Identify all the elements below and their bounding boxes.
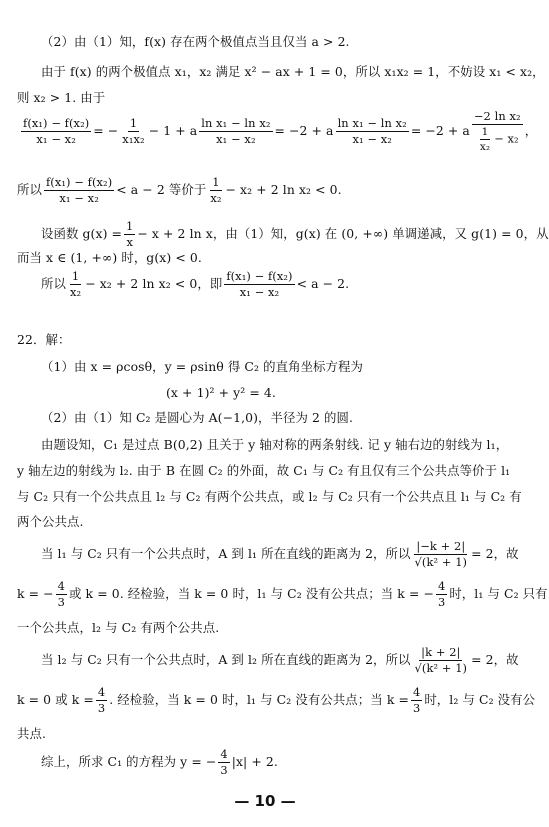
text-line: 一个公共点，l₂ 与 C₂ 有两个公共点.	[17, 620, 220, 635]
fraction	[413, 540, 470, 569]
denominator: x₁ − x₂	[352, 132, 392, 146]
denominator: x₁ − x₂	[59, 191, 99, 205]
numerator: 1	[212, 175, 220, 189]
denominator: x₂	[210, 191, 222, 205]
denominator: 3	[57, 595, 66, 609]
math-text: < a − 2 等价于	[116, 182, 207, 197]
text-line: （2）由（1）知，f(x) 存在两个极值点当且仅当 a > 2.	[41, 34, 350, 49]
numerator: 4	[412, 685, 421, 699]
numerator: |k + 2|	[421, 645, 461, 659]
section-heading: 22．解：	[17, 332, 71, 347]
equation-line	[17, 176, 342, 205]
math-text: k = 0 或 k =	[17, 692, 94, 707]
denominator: √(k² + 1)	[414, 555, 468, 569]
fraction	[96, 686, 107, 715]
denominator: 3	[97, 701, 106, 715]
math-text: − x + 2 ln x，由（1）知，g(x) 在 (0, +∞) 单调递减，又 g(1) = 0，从	[137, 226, 549, 241]
numerator: 4	[97, 685, 106, 699]
equation-line	[17, 686, 535, 715]
math-text: = −2 + a	[274, 123, 334, 138]
numerator: |−k + 2|	[416, 539, 466, 553]
denominator: x	[126, 235, 133, 249]
math-text: . 经检验，当 k = 0 时，l₁ 与 C₂ 没有公共点；当 k =	[109, 692, 409, 707]
equation-line: (x + 1)² + y² = 4.	[166, 385, 276, 400]
page-number: — 10 —	[234, 792, 296, 810]
fraction	[413, 646, 470, 675]
math-text: 所以	[17, 182, 42, 197]
equation-line	[41, 540, 519, 569]
text-line: 由题设知，C₁ 是过点 B(0,2) 且关于 y 轴对称的两条射线. 记 y 轴右边的射线为 l₁，	[41, 437, 509, 452]
denominator: x₂	[69, 285, 82, 299]
math-text: − x₂	[494, 131, 519, 146]
compound-fraction	[472, 110, 523, 153]
numerator: f(x₁) − f(x₂)	[226, 269, 293, 283]
numerator: −2 ln x₂	[473, 109, 521, 123]
math-text: = −2 + a	[410, 123, 470, 138]
math-text: = 2，故	[471, 546, 519, 561]
numerator: 4	[437, 579, 446, 593]
fraction	[436, 580, 447, 609]
denominator: 3	[437, 595, 446, 609]
equation-line	[17, 580, 548, 609]
fraction	[478, 126, 492, 153]
text-line: 与 C₂ 只有一个公共点且 l₂ 与 C₂ 有两个公共点，或 l₂ 与 C₂ 只有一个公共点且 l₁ 与 C₂ 有	[17, 489, 522, 504]
equation-line	[41, 270, 349, 299]
denominator: x₁ − x₂	[36, 132, 76, 146]
fraction	[336, 117, 409, 146]
numerator: 1	[129, 116, 138, 130]
math-text: 综上，所求 C₁ 的方程为 y = −	[41, 754, 217, 769]
math-text: 或 k = 0. 经检验，当 k = 0 时，l₁ 与 C₂ 没有公共点；当 k = −	[69, 586, 434, 601]
fraction	[411, 686, 422, 715]
text-line: 由于 f(x) 的两个极值点 x₁，x₂ 满足 x² − ax + 1 = 0，所以 x₁x₂ = 1，不妨设 x₁ < x₂，	[41, 64, 545, 79]
numerator: f(x₁) − f(x₂)	[23, 116, 90, 130]
numerator: ln x₁ − ln x₂	[201, 116, 271, 130]
text-line: （1）由 x = ρcosθ，y = ρsinθ 得 C₂ 的直角坐标方程为	[41, 359, 364, 374]
fraction	[199, 117, 272, 146]
math-text: ，	[524, 123, 538, 138]
fraction	[120, 117, 146, 146]
math-text: 时，l₂ 与 C₂ 没有公	[424, 692, 536, 707]
math-text: = 2，故	[471, 652, 519, 667]
denominator: 3	[220, 763, 228, 777]
numerator: 1	[481, 126, 489, 138]
numerator: ln x₁ − ln x₂	[337, 116, 407, 130]
fraction	[208, 176, 223, 205]
equation-line	[41, 646, 519, 675]
numerator: 4	[57, 579, 66, 593]
denominator: x₁ − x₂	[216, 132, 256, 146]
math-text: < a − 2.	[296, 276, 350, 291]
text-line: 则 x₂ > 1. 由于	[17, 90, 106, 105]
fraction	[44, 176, 114, 205]
math-text: 当 l₁ 与 C₂ 只有一个公共点时，A 到 l₁ 所在直线的距离为 2，所以	[41, 546, 411, 561]
text-line: （2）由（1）知 C₂ 是圆心为 A(−1,0)，半径为 2 的圆.	[41, 410, 354, 425]
denominator: √(k² + 1)	[414, 661, 468, 675]
fraction	[224, 270, 294, 299]
math-text: |x| + 2.	[231, 754, 278, 769]
text-line: 两个公共点.	[17, 514, 84, 529]
fraction	[218, 748, 229, 777]
denominator: x₁x₂	[122, 132, 145, 146]
math-text: 时，l₁ 与 C₂ 只有	[449, 586, 548, 601]
math-text: k = −	[17, 586, 54, 601]
text-line: 而当 x ∈ (1, +∞) 时，g(x) < 0.	[17, 250, 202, 265]
equation-line	[41, 748, 278, 777]
equation-line	[19, 110, 537, 153]
denominator	[474, 125, 521, 153]
math-text: 当 l₂ 与 C₂ 只有一个公共点时，A 到 l₂ 所在直线的距离为 2，所以	[41, 652, 411, 667]
fraction	[68, 270, 83, 299]
numerator: f(x₁) − f(x₂)	[45, 175, 113, 189]
numerator: 4	[220, 747, 228, 761]
fraction	[21, 117, 91, 146]
text-line: 共点.	[17, 726, 47, 741]
math-text: 设函数 g(x) =	[41, 226, 123, 241]
numerator: 1	[71, 269, 80, 283]
equation-line	[41, 220, 549, 249]
text-line: y 轴左边的射线为 l₂. 由于 B 在圆 C₂ 的外面，故 C₁ 与 C₂ 有且仅有三个公共点等价于 l₁	[17, 463, 511, 478]
math-text: − x₂ + 2 ln x₂ < 0.	[225, 182, 342, 197]
math-text: 所以	[41, 276, 66, 291]
denominator: 3	[412, 701, 421, 715]
numerator: 1	[126, 219, 134, 233]
math-text: = −	[93, 123, 119, 138]
denominator: x₁ − x₂	[239, 285, 280, 299]
fraction	[56, 580, 67, 609]
math-text: − x₂ + 2 ln x₂ < 0，即	[85, 276, 223, 291]
fraction	[124, 220, 135, 249]
denominator: x₂	[479, 141, 491, 153]
math-text: − 1 + a	[148, 123, 198, 138]
